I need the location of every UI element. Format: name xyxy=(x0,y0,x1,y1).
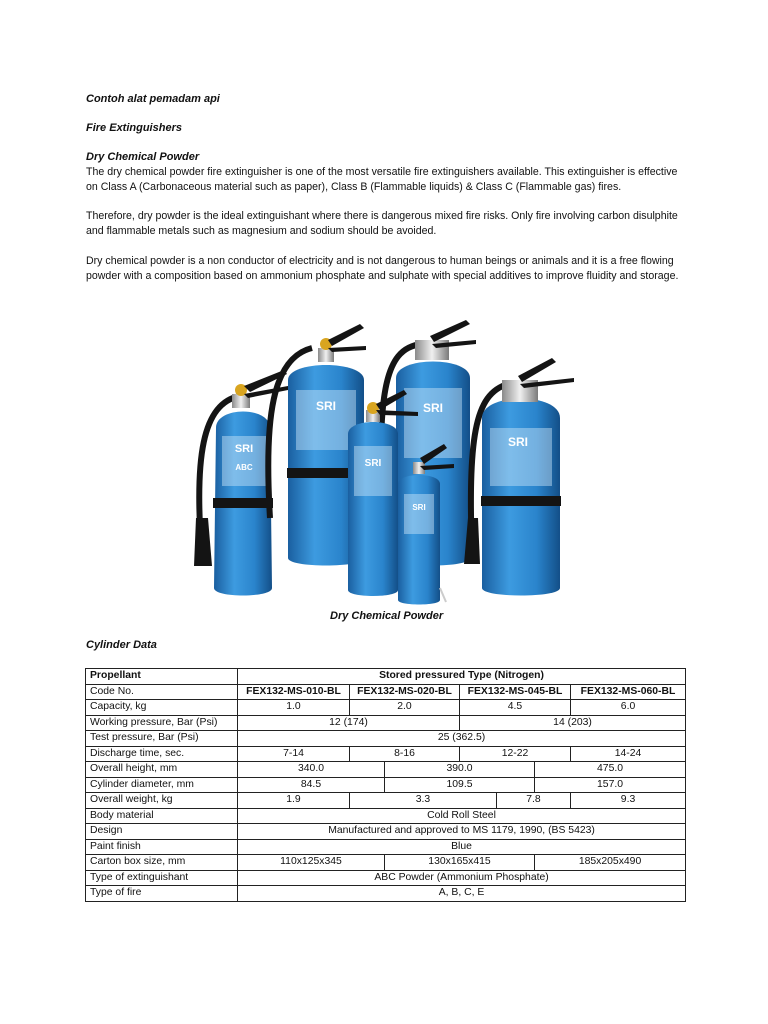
working-pressure-cell: 12 (174) xyxy=(238,715,460,731)
table-row xyxy=(86,762,686,778)
table-row xyxy=(86,731,686,747)
heading-dry-chemical-powder: Dry Chemical Powder xyxy=(86,151,200,163)
test-pressure-cell: 25 (362.5) xyxy=(238,731,686,747)
diameter-cell: 84.5 xyxy=(238,777,385,793)
capacity-cell: 4.5 xyxy=(460,700,571,716)
extinguishant-cell: ABC Powder (Ammonium Phosphate) xyxy=(238,870,686,886)
discharge-cell: 12-22 xyxy=(460,746,571,762)
table-row xyxy=(86,808,686,824)
table-row xyxy=(86,669,686,685)
paragraph-intro: The dry chemical powder fire extinguisher is one of the most versatile fire extinguishers available. This extinguisher is effective on Class A (Carbonaceous material such as paper), Class B (Flammable liquids) & Class C (Flammable gas) fires. xyxy=(86,166,678,193)
paint-finish-cell: Blue xyxy=(238,839,686,855)
working-pressure-cell: 14 (203) xyxy=(460,715,686,731)
extinguisher-brand-label: SRI xyxy=(234,443,254,455)
capacity-cell: 1.0 xyxy=(238,700,350,716)
code-cell: FEX132-MS-010-BL xyxy=(238,684,350,700)
design-label: Design xyxy=(86,824,238,840)
discharge-cell: 14-24 xyxy=(571,746,686,762)
diameter-cell: 157.0 xyxy=(535,777,686,793)
discharge-cell: 8-16 xyxy=(350,746,460,762)
capacity-cell: 6.0 xyxy=(571,700,686,716)
working-pressure-label: Working pressure, Bar (Psi) xyxy=(86,715,238,731)
svg-text:SRI: SRI xyxy=(507,435,529,449)
capacity-cell: 2.0 xyxy=(350,700,460,716)
code-cell: FEX132-MS-045-BL xyxy=(460,684,571,700)
heading-cylinder-data: Cylinder Data xyxy=(86,639,157,651)
table-row xyxy=(86,700,686,716)
weight-cell: 3.3 xyxy=(350,793,497,809)
table-row xyxy=(86,824,686,840)
heading-contoh: Contoh alat pemadam api xyxy=(86,93,220,105)
weight-label: Overall weight, kg xyxy=(86,793,238,809)
discharge-label: Discharge time, sec. xyxy=(86,746,238,762)
discharge-cell: 7-14 xyxy=(238,746,350,762)
diameter-cell: 109.5 xyxy=(385,777,535,793)
paint-finish-label: Paint finish xyxy=(86,839,238,855)
height-cell: 340.0 xyxy=(238,762,385,778)
cylinder-data-table xyxy=(85,668,686,902)
fire-type-cell: A, B, C, E xyxy=(238,886,686,902)
height-cell: 390.0 xyxy=(385,762,535,778)
capacity-label: Capacity, kg xyxy=(86,700,238,716)
table-row xyxy=(86,886,686,902)
carton-label: Carton box size, mm xyxy=(86,855,238,871)
table-row xyxy=(86,684,686,700)
weight-cell: 1.9 xyxy=(238,793,350,809)
design-cell: Manufactured and approved to MS 1179, 1990, (BS 5423) xyxy=(238,824,686,840)
heading-fire-extinguishers: Fire Extinguishers xyxy=(86,122,182,134)
table-row xyxy=(86,839,686,855)
test-pressure-label: Test pressure, Bar (Psi) xyxy=(86,731,238,747)
paragraph-mixed-risks: Therefore, dry powder is the ideal extinguishant where there is dangerous mixed fire risks. Only fire involving carbon disulphite and flammable metals such as magnesium and sodium should be avoided. xyxy=(86,210,678,237)
carton-cell: 110x125x345 xyxy=(238,855,385,871)
propellant-value: Stored pressured Type (Nitrogen) xyxy=(238,669,686,685)
table-row xyxy=(86,793,686,809)
extinguisher-right-large xyxy=(464,358,574,596)
weight-cell: 7.8 xyxy=(497,793,571,809)
fire-type-label: Type of fire xyxy=(86,886,238,902)
svg-text:SRI: SRI xyxy=(422,401,444,415)
svg-text:SRI: SRI xyxy=(364,458,382,469)
table-row xyxy=(86,855,686,871)
diameter-label: Cylinder diameter, mm xyxy=(86,777,238,793)
fire-extinguishers-photo xyxy=(192,318,582,610)
body-material-cell: Cold Roll Steel xyxy=(238,808,686,824)
carton-cell: 130x165x415 xyxy=(385,855,535,871)
table-row xyxy=(86,870,686,886)
photo-caption: Dry Chemical Powder xyxy=(330,610,444,622)
height-cell: 475.0 xyxy=(535,762,686,778)
body-material-label: Body material xyxy=(86,808,238,824)
svg-text:SRI: SRI xyxy=(315,399,337,413)
extinguisher-class-label: ABC xyxy=(235,463,253,472)
svg-text:SRI: SRI xyxy=(412,503,426,512)
extinguishant-label: Type of extinguishant xyxy=(86,870,238,886)
height-label: Overall height, mm xyxy=(86,762,238,778)
table-row xyxy=(86,746,686,762)
weight-cell: 9.3 xyxy=(571,793,686,809)
code-label: Code No. xyxy=(86,684,238,700)
propellant-label: Propellant xyxy=(86,669,238,685)
table-row xyxy=(86,777,686,793)
code-cell: FEX132-MS-020-BL xyxy=(350,684,460,700)
table-row xyxy=(86,715,686,731)
carton-cell: 185x205x490 xyxy=(535,855,686,871)
paragraph-composition: Dry chemical powder is a non conductor of electricity and is not dangerous to human beings or animals and it is a free flowing powder with a composition based on ammonium phosphate and sulphate with special additives to improve fluidity and storage. xyxy=(86,255,679,282)
code-cell: FEX132-MS-060-BL xyxy=(571,684,686,700)
